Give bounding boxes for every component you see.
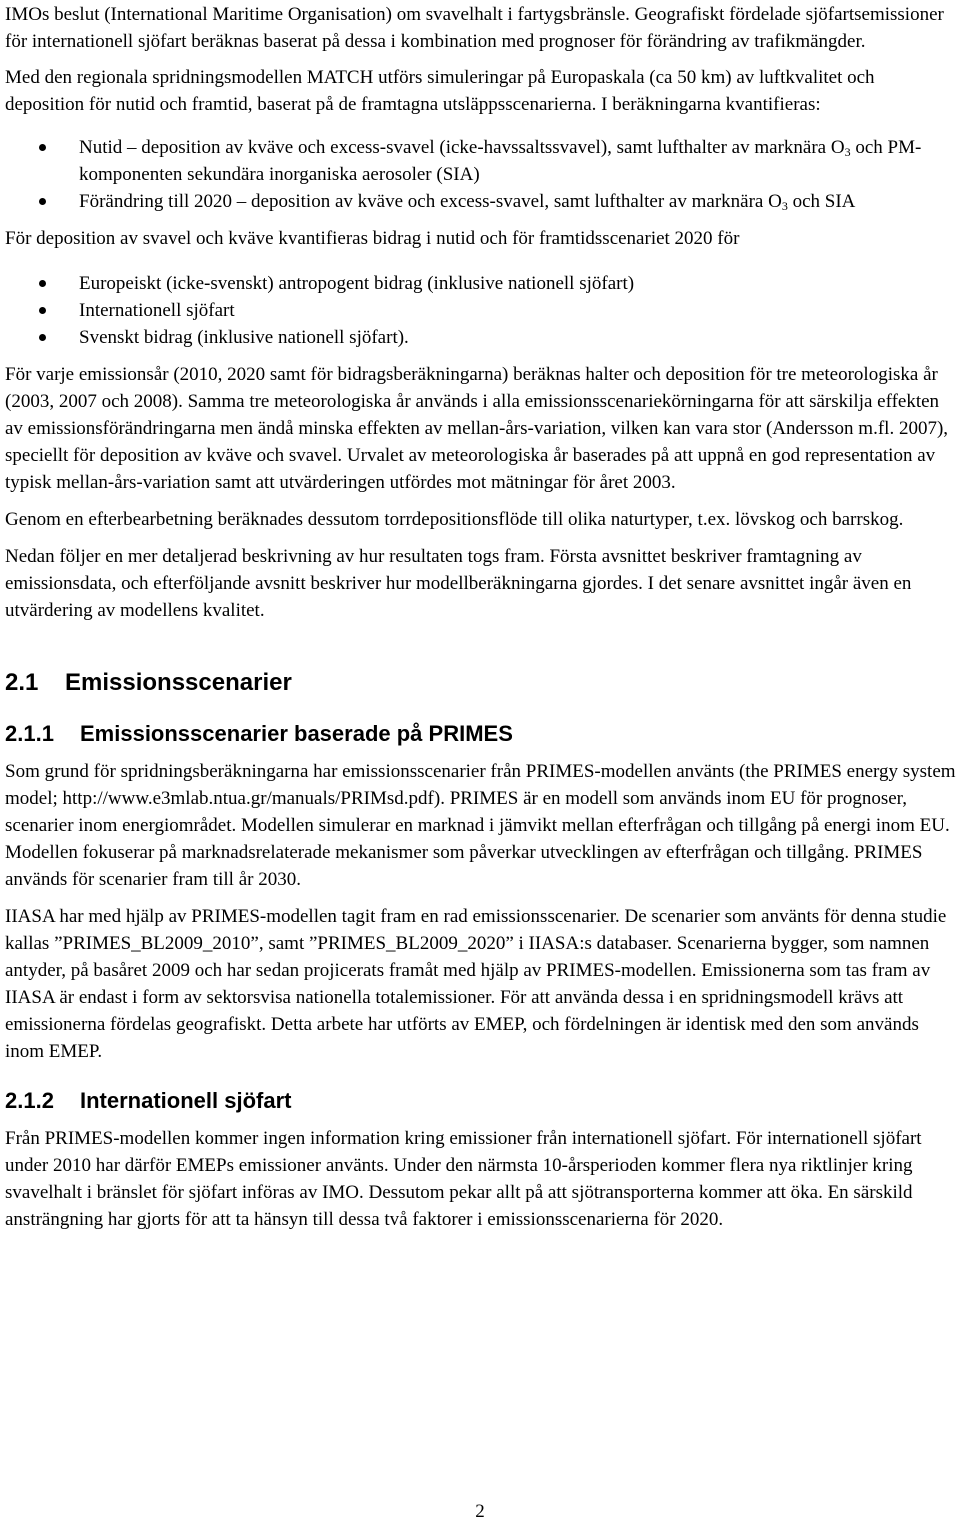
paragraph-post-processing: Genom en efterbearbetning beräknades dessutom torrdepositionsflöde till olika naturtyper, t.ex. lövskog och barrskog. [5,509,904,530]
list-item-text: och SIA [787,191,856,212]
paragraph-primes: Som grund för spridningsberäkningarna har emissionsscenarier från PRIMES-modellen använts (the PRIMES energy system model; http://www.e3mlab.ntua.gr/manuals/PRIMsd.pdf). PRIMES är en modell som används inom EU för prognoser, scenarier inom energiområdet. Modellen simulerar en marknad i jämvikt mellan efterfrågan och tillgång på energi inom EU. Modellen fokuserar på marknadsrelaterade mekanismer som påverkar utvecklingen av efterfrågan och tillgång. PRIMES används för scenarier fram till år 2030. [5,761,956,890]
paragraph-match-model: Med den regionala spridningsmodellen MATCH utförs simuleringar på Europaskala (ca 50 km) av luftkvalitet och deposition för nutid och framtid, baserat på de framtagna utsläppsscenarierna. I beräkningarna kvantifieras: [5,67,875,115]
section-title: Emissionsscenarier [65,669,292,696]
subsection-number: 2.1.1 [5,721,54,746]
section-number: 2.1 [5,669,39,696]
list-item-text: Nutid – deposition av kväve och excess-svavel (icke-havssaltssvavel), samt lufthalter av marknära O [79,137,845,158]
list-item: Europeiskt (icke-svenskt) antropogent bidrag (inklusive nationell sjöfart) [5,270,957,297]
subsection-heading [5,720,957,748]
paragraph-meteorological-years: För varje emissionsår (2010, 2020 samt för bidragsberäkningarna) beräknas halter och deposition för tre meteorologiska år (2003, 2007 och 2008). Samma tre meteorologiska år används i alla emissionsscenariekörningarna för att särskilja effekten av emissionsförändringarna men ändå minska effekten av mellan-års-variation, vilken kan vara stor (Andersson m.fl. 2007), speciellt för deposition av kväve och svavel. Urvalet av meteorologiska år baserades på att uppnå en god representation av typisk mellan-års-variation samt att utvärderingen utfördes mot mätningar för året 2003. [5,364,949,493]
paragraph-contributions: För deposition av svavel och kväve kvantifieras bidrag i nutid och för framtidsscenariet 2020 för [5,228,740,249]
list-item-text: och PM-komponenten sekundära inorganiska aerosoler (SIA) [79,137,922,185]
page-number: 2 [475,1501,485,1522]
paragraph-iiasa: IIASA har med hjälp av PRIMES-modellen tagit fram en rad emissionsscenarier. De scenarier som använts för denna studie kallas ”PRIMES_BL2009_2010”, samt ”PRIMES_BL2009_2020” i IIASA:s databaser. Scenarierna bygger, som namnen antyder, på basåret 2009 och har sedan projicerats framåt med hjälp av PRIMES-modellen. Emissionerna som tas fram av IIASA är endast i form av sektorsvisa nationella totalemissioner. För att använda dessa i en spridningsmodell krävs att emissionerna fördelas geografiskt. Detta arbete har utförts av EMEP, och fördelningen är identisk med den som används inom EMEP. [5,906,947,1062]
paragraph-imo-fuel: IMOs beslut (International Maritime Organisation) om svavelhalt i fartygsbränsle. Geografiskt fördelade sjöfartsemissioner för internationell sjöfart beräknas baserat på dessa i kombination med prognoser för förändring av trafikmängder. [5,4,944,52]
paragraph-outline: Nedan följer en mer detaljerad beskrivning av hur resultaten togs fram. Första avsnittet beskriver framtagning av emissionsdata, och efterföljande avsnitt beskriver hur modellberäkningarna gjordes. I det senare avsnittet ingår även en utvärdering av modellens kvalitet. [5,546,912,621]
subsection-heading [5,1087,957,1115]
list-item [5,134,957,188]
list-item: Svenskt bidrag (inklusive nationell sjöfart). [5,324,957,351]
paragraph-international-shipping: Från PRIMES-modellen kommer ingen information kring emissioner från internationell sjöfart. För internationell sjöfart under 2010 har därför EMEPs emissioner använts. Under den närmsta 10-årsperioden kommer flera nya riktlinjer kring svavelhalt i bränslet för sjöfart införas av IMO. Dessutom pekar allt på att sjötransporterna kommer att öka. En särskild ansträngning har gjorts för att ta hänsyn till dessa två faktorer i emissionsscenarierna för 2020. [5,1128,922,1230]
document-page [5,0,957,1233]
subscript: 3 [844,145,851,159]
subsection-title: Emissionsscenarier baserade på PRIMES [80,721,513,746]
section-heading [5,668,957,698]
quantified-list [5,134,957,215]
subsection-title: Internationell sjöfart [80,1088,292,1113]
list-item [5,188,957,215]
subsection-number: 2.1.2 [5,1088,54,1113]
list-item: Internationell sjöfart [5,297,957,324]
contributions-list [5,270,957,351]
subscript: 3 [781,199,788,213]
list-item-text: Förändring till 2020 – deposition av kväve och excess-svavel, samt lufthalter av marknära O [79,191,782,212]
